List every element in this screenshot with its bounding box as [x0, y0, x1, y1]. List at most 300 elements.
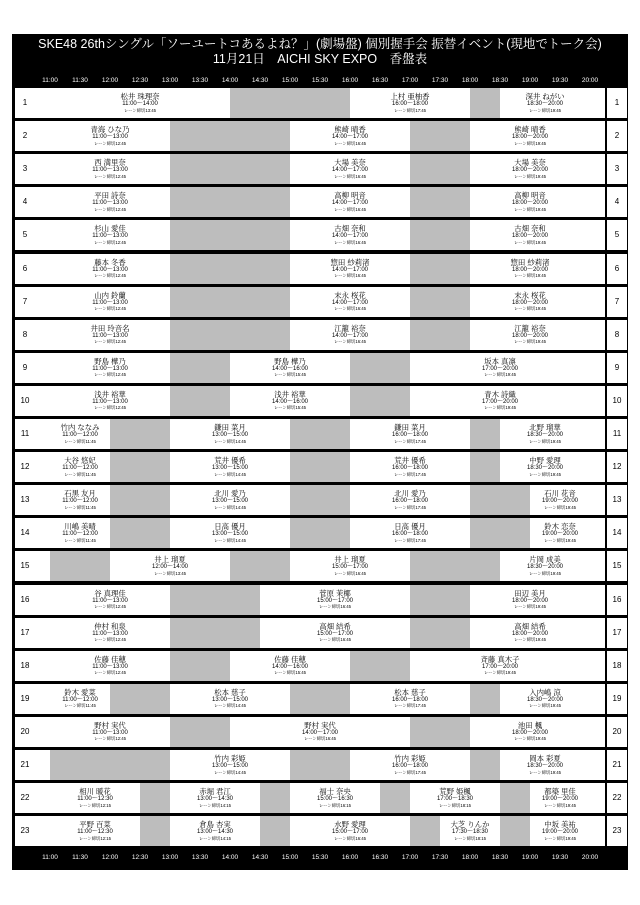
member-slot: [410, 353, 590, 383]
member-slot: [500, 88, 590, 118]
lane-deadline: レーン締切16:45: [333, 173, 367, 179]
lane-deadline: レーン締切17:45: [393, 438, 427, 444]
lane-deadline: レーン締切14:45: [213, 537, 247, 543]
member-slot: [530, 783, 590, 813]
member-name: 中野 愛理: [529, 456, 561, 466]
row-number-left: 13: [15, 485, 35, 515]
time-tick: 15:30: [311, 77, 329, 84]
member-slot: [350, 88, 470, 118]
slot-time: 13:00〜15:00: [211, 465, 249, 472]
member-name: 野島 樺乃: [274, 356, 306, 366]
member-slot: [410, 651, 590, 681]
time-tick: 11:00: [42, 77, 58, 84]
lane-deadline: レーン締切19:45: [513, 173, 547, 179]
member-slot: [440, 816, 500, 846]
time-tick: 19:30: [551, 854, 569, 861]
lane-deadline: レーン締切17:45: [393, 504, 427, 510]
slot-time: 17:00〜20:00: [481, 365, 519, 372]
lane-deadline: レーン締切12:45: [93, 339, 127, 345]
member-name: 江籠 裕奈: [334, 323, 366, 333]
member-slot: [350, 485, 470, 515]
member-slot: [500, 551, 590, 581]
break-block: [170, 254, 290, 284]
lane-deadline: レーン締切14:45: [213, 504, 247, 510]
member-slot: [530, 816, 590, 846]
lane-deadline: レーン締切19:45: [483, 372, 517, 378]
member-slot: [530, 518, 590, 548]
slot-time: 11:00〜13:00: [92, 729, 128, 736]
slot-time: 16:00〜18:00: [391, 498, 429, 505]
member-slot: [230, 717, 410, 747]
row-number-right: 20: [607, 717, 627, 747]
break-block: [260, 816, 290, 846]
slot-time: 16:00〜18:00: [391, 696, 429, 703]
row-number-left: 7: [15, 287, 35, 317]
time-tick: 18:00: [461, 77, 479, 84]
member-name: 鈴木 恋奈: [544, 522, 576, 532]
member-name: 平野 百菜: [79, 820, 111, 830]
schedule-row: [35, 154, 605, 184]
break-block: [110, 485, 170, 515]
member-name: 青木 詩織: [484, 389, 516, 399]
schedule-row: [35, 386, 605, 416]
lane-deadline: レーン締切12:15: [78, 802, 112, 808]
slot-time: 16:00〜18:00: [391, 531, 429, 538]
time-tick: 13:30: [191, 854, 209, 861]
lane-deadline: レーン締切19:45: [543, 835, 577, 841]
member-name: 山内 鈴蘭: [94, 290, 126, 300]
member-name: 大谷 悠妃: [64, 456, 96, 466]
lane-deadline: レーン締切14:45: [213, 703, 247, 709]
member-name: 赤堀 君江: [199, 787, 231, 797]
lane-deadline: レーン締切17:45: [393, 471, 427, 477]
member-slot: [50, 187, 170, 217]
row-number-left: 19: [15, 684, 35, 714]
slot-time: 19:00〜20:00: [541, 829, 579, 836]
break-block: [170, 585, 260, 615]
member-name: 高柳 明音: [514, 191, 546, 201]
row-number-left: 9: [15, 353, 35, 383]
time-tick: 15:30: [311, 854, 329, 861]
slot-time: 14:00〜17:00: [331, 200, 369, 207]
row-number-left: 16: [15, 585, 35, 615]
member-slot: [50, 518, 110, 548]
slot-time: 15:00〜17:00: [331, 829, 369, 836]
break-block: [410, 187, 470, 217]
time-tick: 18:00: [461, 854, 479, 861]
slot-time: 18:00〜20:00: [511, 630, 549, 637]
member-slot: [50, 220, 170, 250]
lane-deadline: レーン締切16:45: [333, 835, 367, 841]
row-number-left: 17: [15, 618, 35, 648]
slot-time: 19:00〜20:00: [541, 498, 579, 505]
time-tick: 20:00: [581, 77, 599, 84]
member-slot: [50, 717, 170, 747]
member-name: 川嶋 美晴: [64, 522, 96, 532]
member-slot: [290, 254, 410, 284]
member-name: 仲村 和泉: [94, 621, 126, 631]
break-block: [110, 518, 170, 548]
member-slot: [260, 618, 410, 648]
member-slot: [470, 618, 590, 648]
slot-time: 15:00〜17:00: [331, 564, 369, 571]
member-slot: [500, 452, 590, 482]
lane-deadline: レーン締切12:45: [93, 273, 127, 278]
member-name: 竹内 ななみ: [60, 423, 100, 432]
break-block: [500, 816, 530, 846]
lane-deadline: レーン締切14:45: [213, 471, 247, 477]
lane-deadline: レーン締切17:45: [393, 769, 427, 775]
slot-time: 11:00〜13:00: [92, 663, 128, 670]
slot-time: 17:00〜20:00: [481, 398, 519, 405]
member-name: 江籠 裕奈: [514, 323, 546, 333]
member-slot: [50, 419, 110, 449]
break-block: [170, 386, 230, 416]
slot-time: 11:00〜13:00: [92, 233, 128, 240]
time-tick: 12:30: [131, 77, 149, 84]
slot-time: 14:00〜17:00: [331, 332, 369, 339]
member-name: 野村 実代: [304, 720, 336, 730]
member-name: 大場 美奈: [334, 158, 366, 168]
slot-time: 14:00〜17:00: [331, 233, 369, 240]
time-tick: 14:30: [251, 854, 269, 861]
lane-deadline: レーン締切17:45: [393, 703, 427, 709]
break-block: [410, 585, 470, 615]
member-name: 野村 実代: [94, 720, 126, 730]
lane-deadline: レーン締切16:45: [333, 239, 367, 245]
member-name: 鈴木 愛菜: [64, 687, 96, 697]
member-slot: [470, 717, 590, 747]
member-name: 荒井 優希: [214, 456, 246, 466]
member-slot: [500, 419, 590, 449]
lane-deadline: レーン締切19:45: [543, 802, 577, 808]
break-block: [470, 485, 530, 515]
member-slot: [50, 353, 170, 383]
slot-time: 17:00〜18:30: [436, 796, 474, 803]
member-name: 杉山 愛佳: [94, 224, 126, 234]
break-block: [410, 717, 470, 747]
member-slot: [470, 121, 590, 151]
member-name: 荒井 優希: [394, 456, 426, 466]
member-slot: [50, 88, 230, 118]
slot-time: 14:00〜16:00: [271, 398, 309, 405]
lane-deadline: レーン締切11:45: [64, 537, 96, 543]
time-tick: 14:00: [221, 77, 239, 84]
schedule-row: [35, 254, 605, 284]
time-tick: 18:30: [491, 77, 509, 84]
member-name: 井田 玲音名: [90, 323, 130, 333]
lane-deadline: レーン締切16:45: [333, 140, 367, 146]
member-name: 西 満里奈: [94, 158, 126, 168]
lane-deadline: レーン締切16:45: [333, 570, 367, 576]
member-name: 北川 愛乃: [394, 489, 426, 499]
member-slot: [410, 386, 590, 416]
lane-deadline: レーン締切19:45: [483, 405, 517, 411]
member-slot: [350, 452, 470, 482]
lane-deadline: レーン締切17:45: [393, 537, 427, 543]
member-name: 大場 美奈: [514, 158, 546, 168]
break-block: [470, 452, 500, 482]
lane-deadline: レーン締切14:15: [198, 835, 232, 841]
slot-time: 14:00〜17:00: [331, 266, 369, 273]
member-name: 相川 暖花: [79, 787, 111, 797]
schedule-row: [35, 320, 605, 350]
member-name: 野島 樺乃: [94, 356, 126, 366]
lane-deadline: レーン締切12:45: [93, 306, 127, 312]
time-tick: 13:00: [161, 854, 179, 861]
lane-deadline: レーン締切15:45: [273, 372, 307, 378]
slot-time: 12:00〜14:00: [151, 564, 189, 571]
lane-deadline: レーン締切18:15: [438, 802, 472, 808]
member-name: 井上 瑠夏: [154, 555, 186, 565]
time-tick: 14:30: [251, 77, 269, 84]
member-name: 日高 優月: [394, 522, 426, 532]
break-block: [230, 551, 290, 581]
row-number-right: 12: [607, 452, 627, 482]
slot-time: 13:00〜15:00: [211, 763, 249, 769]
slot-time: 11:00〜12:00: [62, 432, 98, 438]
time-tick: 15:00: [281, 854, 299, 861]
break-block: [290, 485, 350, 515]
lane-deadline: レーン締切19:45: [513, 206, 547, 212]
schedule-row: [35, 353, 605, 383]
break-block: [290, 518, 350, 548]
time-tick: 20:00: [581, 854, 599, 861]
break-block: [470, 419, 500, 449]
member-name: 大芝 りんか: [450, 820, 490, 830]
time-tick: 18:30: [491, 854, 509, 861]
slot-time: 18:00〜20:00: [511, 332, 549, 339]
member-name: 片岡 成美: [529, 555, 561, 565]
member-slot: [50, 816, 140, 846]
lane-deadline: レーン締切19:45: [513, 736, 547, 742]
member-slot: [50, 121, 170, 151]
break-block: [380, 783, 410, 813]
lane-deadline: レーン締切12:45: [93, 173, 127, 179]
slot-time: 11:00〜13:00: [92, 299, 128, 306]
schedule-row: [35, 618, 605, 648]
slot-time: 18:30〜20:00: [526, 101, 564, 107]
member-slot: [470, 585, 590, 615]
time-tick: 15:00: [281, 77, 299, 84]
member-name: 都築 里佳: [544, 787, 576, 797]
member-slot: [470, 154, 590, 184]
member-name: 北川 愛乃: [214, 489, 246, 499]
member-name: 藤本 冬香: [94, 257, 126, 267]
slot-time: 18:00〜20:00: [511, 200, 549, 207]
lane-deadline: レーン締切19:45: [528, 703, 562, 709]
slot-time: 11:00〜13:00: [92, 365, 128, 372]
member-name: 松本 慈子: [394, 687, 426, 697]
lane-deadline: レーン締切19:45: [513, 273, 547, 278]
member-slot: [470, 254, 590, 284]
member-slot: [230, 353, 350, 383]
slot-time: 18:30〜20:00: [526, 465, 564, 472]
member-slot: [50, 254, 170, 284]
time-tick: 14:00: [221, 854, 239, 861]
member-slot: [170, 750, 290, 780]
row-number-right: 10: [607, 386, 627, 416]
lane-deadline: レーン締切12:45: [93, 140, 127, 146]
break-block: [140, 783, 170, 813]
member-name: 青海 ひな乃: [90, 125, 130, 135]
time-tick: 13:30: [191, 77, 209, 84]
time-tick: 11:30: [72, 854, 88, 861]
slot-time: 16:00〜18:00: [391, 101, 429, 107]
member-slot: [350, 750, 470, 780]
lane-deadline: レーン締切19:45: [528, 471, 562, 477]
member-slot: [290, 783, 380, 813]
slot-time: 16:00〜18:00: [391, 763, 429, 769]
member-name: 坂本 真凛: [484, 356, 516, 366]
member-name: 浅井 裕華: [94, 389, 126, 399]
break-block: [170, 187, 290, 217]
row-number-left: 6: [15, 254, 35, 284]
slot-time: 17:30〜18:30: [451, 829, 489, 836]
member-name: 岡本 彩夏: [529, 754, 561, 763]
slot-time: 11:00〜13:00: [92, 398, 128, 405]
break-block: [110, 452, 170, 482]
lane-deadline: レーン締切16:45: [333, 339, 367, 345]
member-slot: [50, 651, 170, 681]
break-block: [350, 386, 410, 416]
member-name: 中坂 美祐: [544, 820, 576, 830]
schedule-row: [35, 452, 605, 482]
break-block: [170, 320, 290, 350]
row-number-left: 14: [15, 518, 35, 548]
member-slot: [410, 783, 500, 813]
break-block: [350, 651, 410, 681]
lane-deadline: レーン締切19:45: [513, 637, 547, 643]
member-name: 石黒 友月: [64, 489, 96, 499]
slot-time: 18:30〜20:00: [526, 696, 564, 703]
break-block: [410, 154, 470, 184]
schedule-row: [35, 750, 605, 780]
slot-time: 16:00〜18:00: [391, 465, 429, 472]
member-slot: [350, 684, 470, 714]
schedule-row: [35, 518, 605, 548]
member-name: 斉藤 真木子: [480, 654, 520, 664]
schedule-row: [35, 485, 605, 515]
slot-time: 18:00〜20:00: [511, 134, 549, 141]
row-number-left: 11: [15, 419, 35, 449]
slot-time: 11:00〜12:00: [62, 465, 98, 472]
slot-time: 14:00〜16:00: [271, 663, 309, 670]
row-number-right: 16: [607, 585, 627, 615]
row-number-left: 23: [15, 816, 35, 846]
member-slot: [290, 154, 410, 184]
member-slot: [50, 618, 170, 648]
row-number-right: 11: [607, 419, 627, 449]
member-slot: [470, 320, 590, 350]
break-block: [110, 684, 170, 714]
row-number-right: 19: [607, 684, 627, 714]
schedule-row: [35, 783, 605, 813]
slot-time: 18:00〜20:00: [511, 233, 549, 240]
row-number-left: 15: [15, 551, 35, 581]
slot-time: 11:00〜13:00: [92, 266, 128, 273]
break-block: [170, 651, 230, 681]
slot-time: 14:00〜17:00: [331, 299, 369, 306]
time-tick: 12:00: [101, 77, 119, 84]
break-block: [410, 287, 470, 317]
time-tick: 16:00: [341, 854, 359, 861]
slot-time: 15:00〜17:00: [316, 630, 354, 637]
member-name: 高畑 結希: [319, 621, 351, 631]
break-block: [50, 551, 110, 581]
time-tick: 19:00: [521, 77, 539, 84]
member-name: 田辺 美月: [514, 588, 546, 598]
break-block: [170, 717, 230, 747]
member-slot: [50, 154, 170, 184]
member-name: 古畑 奈和: [514, 224, 546, 234]
time-tick: 17:00: [401, 77, 419, 84]
time-tick: 13:00: [161, 77, 179, 84]
member-name: 松本 慈子: [214, 687, 246, 697]
row-number-left: 1: [15, 88, 35, 118]
break-block: [170, 220, 290, 250]
slot-time: 18:00〜20:00: [511, 299, 549, 306]
schedule-row: [35, 717, 605, 747]
break-block: [260, 783, 290, 813]
member-name: 佐藤 佳穂: [274, 654, 306, 664]
break-block: [410, 121, 470, 151]
lane-deadline: レーン締切16:45: [333, 206, 367, 212]
slot-time: 15:00〜17:00: [316, 597, 354, 604]
lane-deadline: レーン締切12:45: [93, 604, 127, 609]
break-block: [290, 419, 350, 449]
slot-time: 18:30〜20:00: [526, 763, 564, 769]
row-number-right: 22: [607, 783, 627, 813]
member-slot: [290, 816, 410, 846]
break-block: [470, 518, 530, 548]
time-tick: 16:30: [371, 854, 389, 861]
slot-time: 19:00〜20:00: [541, 531, 579, 538]
slot-time: 11:00〜13:00: [92, 167, 128, 174]
lane-deadline: レーン締切19:45: [543, 537, 577, 543]
row-number-right: 7: [607, 287, 627, 317]
lane-deadline: レーン締切14:15: [198, 802, 232, 808]
member-slot: [170, 419, 290, 449]
time-tick: 16:00: [341, 77, 359, 84]
member-name: 竹内 彩姫: [394, 754, 426, 763]
schedule-row: [35, 88, 605, 118]
row-number-left: 10: [15, 386, 35, 416]
row-number-right: 21: [607, 750, 627, 780]
time-tick: 17:30: [431, 77, 449, 84]
member-name: 日高 優月: [214, 522, 246, 532]
row-number-right: 1: [607, 88, 627, 118]
break-block: [500, 783, 530, 813]
schedule-row: [35, 816, 605, 846]
slot-time: 14:00〜17:00: [301, 729, 339, 736]
member-slot: [230, 651, 350, 681]
break-block: [170, 287, 290, 317]
lane-deadline: レーン締切14:45: [213, 769, 247, 775]
member-name: 入内嶋 涼: [529, 687, 561, 697]
lane-deadline: レーン締切19:45: [528, 570, 562, 576]
schedule-row: [35, 684, 605, 714]
lane-deadline: レーン締切12:45: [93, 405, 127, 411]
member-slot: [230, 386, 350, 416]
lane-deadline: レーン締切15:45: [273, 405, 307, 411]
row-number-right: 13: [607, 485, 627, 515]
member-slot: [170, 485, 290, 515]
slot-time: 15:00〜16:30: [316, 796, 354, 803]
lane-deadline: レーン締切12:45: [93, 670, 127, 676]
slot-time: 11:00〜14:00: [122, 101, 158, 107]
row-number-left: 3: [15, 154, 35, 184]
